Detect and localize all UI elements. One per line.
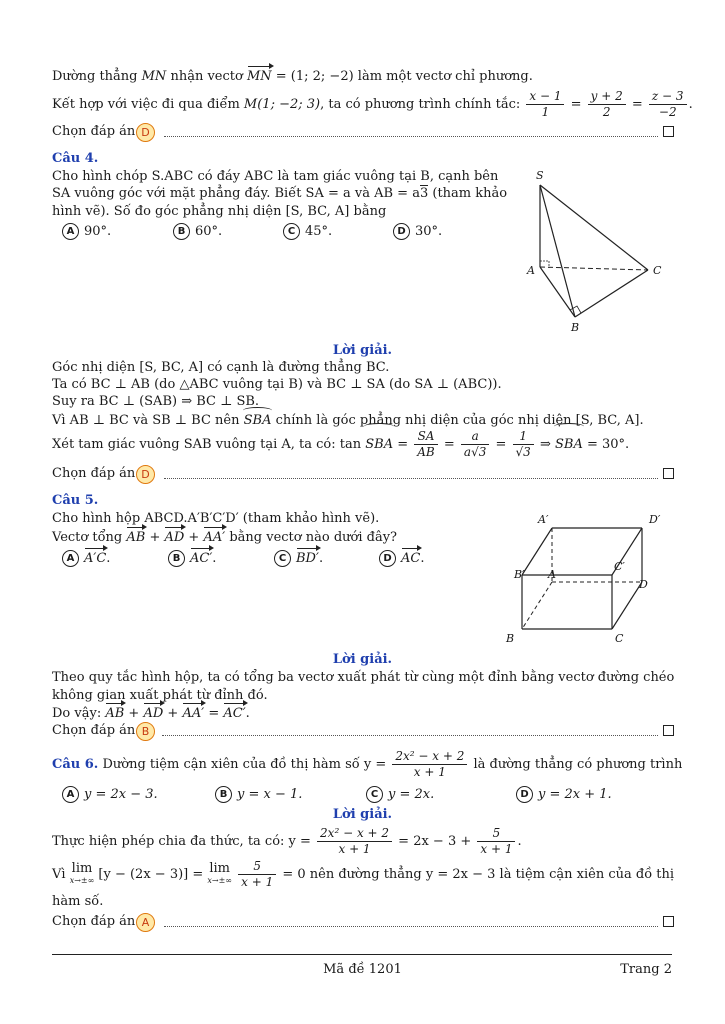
q4-text-3: hình vẽ). Số đo góc phẳng nhị diện [S, BC, A] bằng xyxy=(52,204,387,219)
end-box-icon xyxy=(663,916,674,927)
q5-option-d[interactable]: D AC. xyxy=(379,550,424,568)
label-a1: A′ xyxy=(538,513,549,526)
choose-answer-q6: Chọn đáp án A xyxy=(52,914,674,932)
q5-text-2: Vectơ tổng AB + AD + AA′ bằng vectơ nào dưới đây? xyxy=(52,530,398,545)
q5-option-c[interactable]: C BD′. xyxy=(274,550,323,568)
end-box-icon xyxy=(663,126,674,137)
dotted-leader xyxy=(164,128,658,137)
answer-badge: D xyxy=(136,465,155,484)
q5-sol-3: Do vậy: AB + AD + AA′ = AC′. xyxy=(52,706,250,721)
q6-sol-3: hàm số. xyxy=(52,894,104,909)
q4-sol-5: Xét tam giác vuông SAB vuông tại A, ta có: tan SBA = $\frac{SA}{AB}$ = $\frac{a}{a√3}$ = $\frac{1}{√3}$ ⇒ SBA = 30°. xyxy=(52,428,629,462)
label-b1: B′ xyxy=(514,568,525,581)
label-c: C xyxy=(653,264,662,277)
q4-sol-2: Ta có BC ⊥ AB (do △ABC vuông tại B) và BC ⊥ SA (do SA ⊥ (ABC)). xyxy=(52,377,502,392)
q4-text-2: SA vuông góc với mặt phẳng đáy. Biết SA = a và AB = a3 (tham khảo xyxy=(52,186,508,201)
pyramid-figure xyxy=(520,165,670,340)
q4-sol-3: Suy ra BC ⊥ (SAB) ⇒ BC ⊥ SB. xyxy=(52,394,260,409)
eq-fraction-x: $\frac{x - 1}{1}$ xyxy=(526,89,564,120)
q6-sol-2: Vì lim x→±∞ [y − (2x − 3)] = lim x→±∞ $\frac{5}{x + 1}$ = 0 nên đường thẳng y = 2x − 3 là tiệm cận xiên của đồ thị xyxy=(52,859,675,889)
exam-code: Mã đề 1201 xyxy=(323,962,402,977)
q5-option-b[interactable]: B AC′. xyxy=(168,550,216,568)
answer-badge: D xyxy=(136,123,155,142)
answer-badge: B xyxy=(136,722,155,741)
intro-line-2: Kết hợp với việc đi qua điểm M(1; −2; 3), ta có phương trình chính tắc: $\frac{x - 1}{1}$ = $\frac{y + 2}{2}$ = $\frac{z - 3}{-2}$ . xyxy=(52,89,693,119)
end-box-icon xyxy=(663,468,674,479)
q5-option-a[interactable]: A A′C. xyxy=(62,550,110,568)
q6-option-d[interactable]: D y = 2x + 1. xyxy=(516,786,612,804)
q5-solution-title: Lời giải. xyxy=(332,652,393,667)
q4-option-c[interactable]: C 45°. xyxy=(283,223,332,241)
label-b: B xyxy=(506,632,515,645)
question-4-title: Câu 4. xyxy=(52,151,99,166)
choose-answer-q4: Chọn đáp án D xyxy=(52,466,674,484)
choose-answer-intro: Chọn đáp án D xyxy=(52,124,674,142)
q4-option-d[interactable]: D 30°. xyxy=(393,223,442,241)
end-box-icon xyxy=(663,725,674,736)
label-c: C xyxy=(615,632,624,645)
vector-mn: MN xyxy=(246,69,272,84)
q5-text-1: Cho hình hộp ABCD.A′B′C′D′ (tham khảo hình vẽ). xyxy=(52,511,380,526)
label-d1: D′ xyxy=(649,513,661,526)
choose-answer-q5: Chọn đáp án B xyxy=(52,723,674,741)
q6-option-c[interactable]: C y = 2x. xyxy=(366,786,434,804)
footer-divider xyxy=(52,954,672,955)
q6-question: Câu 6. Dường tiệm cận xiên của đồ thị hàm số y = $\frac{\text{2x² − x + 2}}{x + 1}$ là đường thẳng có phương trình xyxy=(52,749,683,779)
q6-sol-1: Thực hiện phép chia đa thức, ta có: y = $\frac{\text{2x² − x + 2}}{x + 1}$ = 2x − 3 + $\frac{5}{x + 1}$ . xyxy=(52,826,522,856)
question-5-title: Câu 5. xyxy=(52,493,99,508)
label-c1: C′ xyxy=(614,560,625,573)
q6-option-b[interactable]: B y = x − 1. xyxy=(215,786,302,804)
q6-option-a[interactable]: A y = 2x − 3. xyxy=(62,786,158,804)
label-a: A xyxy=(527,264,535,277)
q4-option-b[interactable]: B 60°. xyxy=(173,223,222,241)
q5-sol-2: không gian xuất phát từ đỉnh đó. xyxy=(52,688,268,703)
dotted-leader xyxy=(164,918,658,927)
q4-text-1: Cho hình chóp S.ABC có đáy ABC là tam giác vuông tại B, cạnh bên xyxy=(52,169,499,184)
label-b: B xyxy=(571,321,580,334)
q4-sol-4: Vì AB ⊥ BC và SB ⊥ BC nên SBA chính là góc phẳng nhị diện của góc nhị diện [S, BC, A]. xyxy=(52,413,644,428)
q5-sol-1: Theo quy tắc hình hộp, ta có tổng ba vectơ xuất phát từ cùng một đỉnh bằng vectơ đường chéo xyxy=(52,670,675,685)
parallelepiped-figure xyxy=(500,508,675,648)
label-a: A xyxy=(548,568,556,581)
page-number: Trang 2 xyxy=(620,962,672,977)
q4-sol-1: Góc nhị diện [S, BC, A] có cạnh là đường thẳng BC. xyxy=(52,360,390,375)
intro-line-1: Dường thẳng MN nhận vectơ MN = (1; 2; −2) làm một vectơ chỉ phương. xyxy=(52,69,533,84)
dotted-leader xyxy=(162,727,658,736)
q6-solution-title: Lời giải. xyxy=(332,807,393,822)
dotted-leader xyxy=(164,470,658,479)
q4-option-a[interactable]: A 90°. xyxy=(62,223,111,241)
q4-solution-title: Lời giải. xyxy=(332,343,393,358)
label-d: D xyxy=(639,578,648,591)
label-s: S xyxy=(536,169,544,182)
answer-badge: A xyxy=(136,913,155,932)
eq-fraction-y: $\frac{y + 2}{2}$ xyxy=(588,89,626,120)
eq-fraction-z: $\frac{z - 3}{-2}$ xyxy=(649,89,687,120)
